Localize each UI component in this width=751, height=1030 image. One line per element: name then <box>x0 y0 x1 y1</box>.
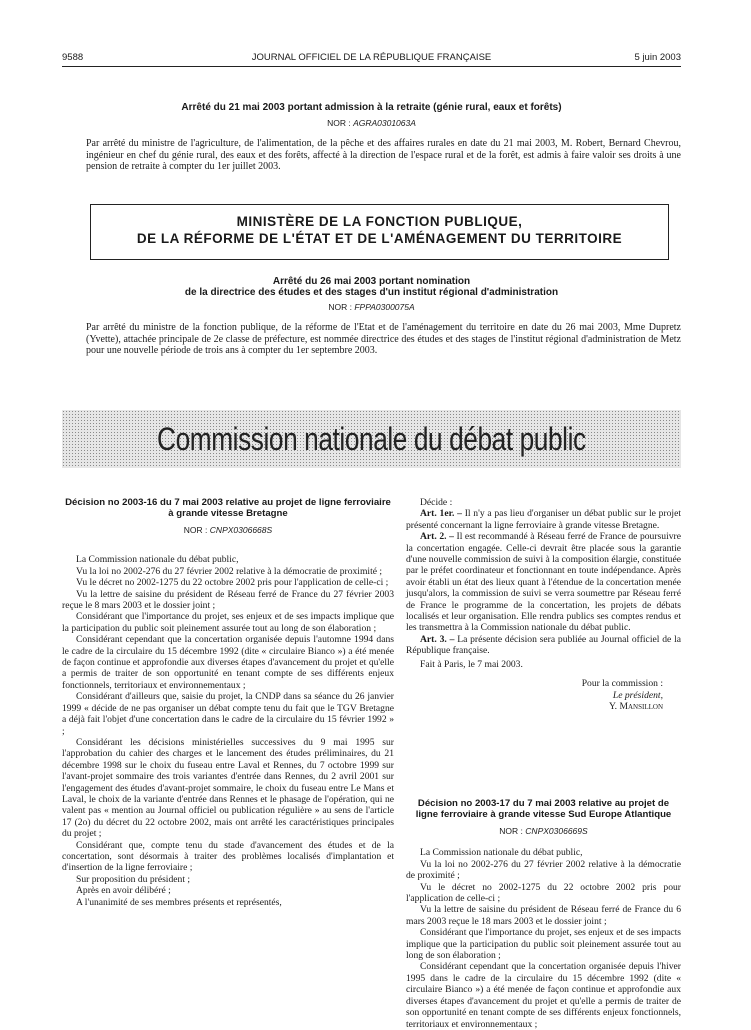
ministry-box <box>90 204 669 260</box>
paragraph: La Commission nationale du débat public, <box>76 554 239 566</box>
paragraph: Considérant cependant que la concertation organisée depuis l'hiver 1995 dans le cadre de la circulaire du 15 décembre 1992 (dite « circulaire Bianco ») a été menée de façon continue et approfondie aux diverses étapes d'avancement du projet et qu'elle a permis de traiter de son opportunité en tenant compte de ses différents enjeux fonctionnels, territoriaux et environnementaux ; <box>406 961 681 1030</box>
ministry-line-2: DE LA RÉFORME DE L'ÉTAT ET DE L'AMÉNAGEMENT DU TERRITOIRE <box>136 231 623 246</box>
article <box>406 531 681 634</box>
running-header <box>62 52 681 66</box>
nor-code: AGRA0301063A <box>353 118 416 128</box>
decide-label: Décide : <box>420 497 453 508</box>
arrete-retraite-nor <box>62 118 681 128</box>
paragraph: A l'unanimité de ses membres présents et représentés, <box>76 896 282 908</box>
page-number: 9588 <box>62 52 84 63</box>
place-date: Fait à Paris, le 7 mai 2003. <box>420 658 523 670</box>
signature-name: Y. Mansillon <box>608 700 663 712</box>
paragraph: Vu le décret no 2002-1275 du 22 octobre 2002 pris pour l'application de celle-ci ; <box>76 577 389 589</box>
commission-banner <box>62 410 681 468</box>
nor-label: NOR : <box>183 525 208 535</box>
paragraph: Vu la loi no 2002-276 du 27 février 2002 relative à la démocratie de proximité ; <box>76 565 383 577</box>
article-label: Art. 1er. – <box>420 508 462 520</box>
nor-label: NOR : <box>327 118 351 128</box>
decision-nor <box>62 525 394 536</box>
arrete-nomination-body: Par arrêté du ministre de la fonction publique, de la réforme de l'Etat et de l'aménagement du territoire en date du 26 mai 2003, Mme Dupretz (Yvette), attachée principale de 2e classe de préfecture, est nommée directrice des études et des stages de l'institut régional d'administration de Metz pour une nouvelle période de trois ans à compter du 1er septembre 2003. <box>86 322 681 357</box>
arrete-retraite-body: Par arrêté du ministre de l'agriculture, de l'alimentation, de la pêche et des affaires rurales en date du 21 mai 2003, M. Robert, Bernard Chevrou, ingénieur en chef du génie rural, des eaux et des forêts, affecté à la direction de l'espace rural et de la forêt, est admis à faire valoir ses droits à une pension de retraite à compter du 1er juillet 2003. <box>86 138 681 173</box>
article-label: Art. 2. – <box>420 531 454 543</box>
paragraph: Considérant que l'importance du projet, ses enjeux et de ses impacts implique que la participation du public soit pleinement assurée tout au long de son élaboration ; <box>62 611 394 634</box>
article-text: Il est recommandé à Réseau ferré de France de poursuivre la concertation engagée. Celle-ci devrait être placée sous la garantie d'une nouvelle commission de suivi à la composition élargie, constituée par le préfet coordinateur et fonctionnant en toute indépendance. Après avoir établi un état des lieux quant à l'étendue de la concertation menée jusqu'alors, la commission de suivi se verra soumettre par Réseau ferré de France le programme de la concertation, les projets de débats localisés et leur organisation. Elle rendra publics ses comptes rendus et les transmettra à la Commission nationale du débat public. <box>406 531 681 634</box>
nor-code: CNPX0306668S <box>209 525 273 535</box>
paragraph: Considérant cependant que la concertation organisée depuis l'automne 1994 dans le cadre de la circulaire du 15 décembre 1992 (dite « circulaire Bianco ») a été menée de façon continue et approfondie aux diverses étapes d'avancement du projet et qu'elle a permis de traiter de son opportunité en tenant compte de ses différents enjeux fonctionnels, territoriaux et environnementaux ; <box>62 634 394 691</box>
issue-date: 5 juin 2003 <box>634 52 681 63</box>
banner-title: Commission nationale du débat public <box>157 420 586 457</box>
paragraph: Considérant que l'importance du projet, ses enjeux et de ses impacts implique que la participation du public soit pleinement assurée tout au long de son élaboration ; <box>406 927 681 962</box>
decision-2003-17 <box>406 798 681 1030</box>
paragraph: Vu la loi no 2002-276 du 27 février 2002 relative à la démocratie de proximité ; <box>406 858 681 882</box>
article-text: Il n'y a pas lieu d'organiser un débat public sur le projet présenté concernant la ligne ferroviaire à grande vitesse Bretagne. <box>406 508 682 531</box>
decision-2003-16 <box>62 497 394 908</box>
paragraph: Vu la lettre de saisine du président de Réseau ferré de France du 27 février 2003 reçue le 8 mars 2003 et le dossier joint ; <box>62 588 394 612</box>
nor-label: NOR : <box>499 826 523 836</box>
signature-for: Pour la commission : <box>581 678 663 690</box>
paragraph: Considérant d'ailleurs que, saisie du projet, la CNDP dans sa séance du 26 janvier 1999 « décide de ne pas organiser un débat compte tenu du fait que le TGV Bretagne a déjà fait l'objet d'une concertation dans le cadre de la circulaire du 15 février 1992 » ; <box>62 691 394 737</box>
paragraph: Considérant les décisions ministérielles successives du 9 mai 1995 sur l'approbation du cahier des charges et le lancement des études préliminaires, du 21 décembre 1998 sur le choix du fuseau entre Laval et Rennes, du 7 octobre 1999 sur l'avant-projet sommaire des trois variantes d'entrée dans Rennes, du 2 avril 2001 sur l'engagement des études d'avant-projet sommaire, le choix du fuseau entre Le Mans et Laval, le choix de la variante d'entrée dans Rennes et le phasage de l'opération, qui ne valent pas « mention au Journal officiel ou publication régulière » au sens de l'article 17 (2o) du décret du 22 octobre 2002, mais ont arrêté les caractéristiques principales du projet ; <box>62 736 394 840</box>
header-rule <box>62 66 681 67</box>
article-text: La présente décision sera publiée au Journal officiel de la République française. <box>406 633 681 657</box>
arrete-retraite-title: Arrêté du 21 mai 2003 portant admission à la retraite (génie rural, eaux et forêts) <box>181 102 562 113</box>
decision-2003-16-continued <box>406 497 681 712</box>
paragraph: Vu la lettre de saisine du président de Réseau ferré de France du 6 mars 2003 reçue le 18 mars 2003 et le dossier joint ; <box>406 904 681 927</box>
decision-title: Décision no 2003-16 du 7 mai 2003 relative au projet de ligne ferroviaire à grande vitesse Bretagne <box>65 497 391 519</box>
paragraph: Vu le décret no 2002-1275 du 22 octobre 2002 pris pour l'application de celle-ci ; <box>406 881 681 905</box>
article-label: Art. 3. – <box>420 633 455 645</box>
paragraph: Sur proposition du président ; <box>76 873 191 885</box>
decision-title: Décision no 2003-17 du 7 mai 2003 relative au projet de ligne ferroviaire à grande vitesse Sud Europe Atlantique <box>415 798 672 820</box>
journal-title: JOURNAL OFFICIEL DE LA RÉPUBLIQUE FRANÇAISE <box>251 52 492 63</box>
nor-code: FPPA0300075A <box>354 302 415 312</box>
arrete-nomination-nor <box>62 302 681 312</box>
nor-code: CNPX0306669S <box>525 826 588 836</box>
arrete-nomination-title-2: de la directrice des études et des stages d'un institut régional d'administration <box>184 287 559 298</box>
paragraph: La Commission nationale du débat public, <box>420 847 583 859</box>
paragraph: Considérant que, compte tenu du stade d'avancement des études et de la concertation, sont désormais à traiter des problèmes localisés d'implantation et d'insertion de la ligne ferroviaire ; <box>62 839 394 874</box>
arrete-nomination-title-1: Arrêté du 26 mai 2003 portant nomination <box>272 276 471 287</box>
decision-nor <box>406 826 681 837</box>
article <box>406 508 681 531</box>
ministry-line-1: MINISTÈRE DE LA FONCTION PUBLIQUE, <box>236 214 523 229</box>
article <box>406 634 681 657</box>
nor-label: NOR : <box>328 302 352 312</box>
paragraph: Après en avoir délibéré ; <box>76 885 171 897</box>
signature-role: Le président, <box>612 689 663 701</box>
